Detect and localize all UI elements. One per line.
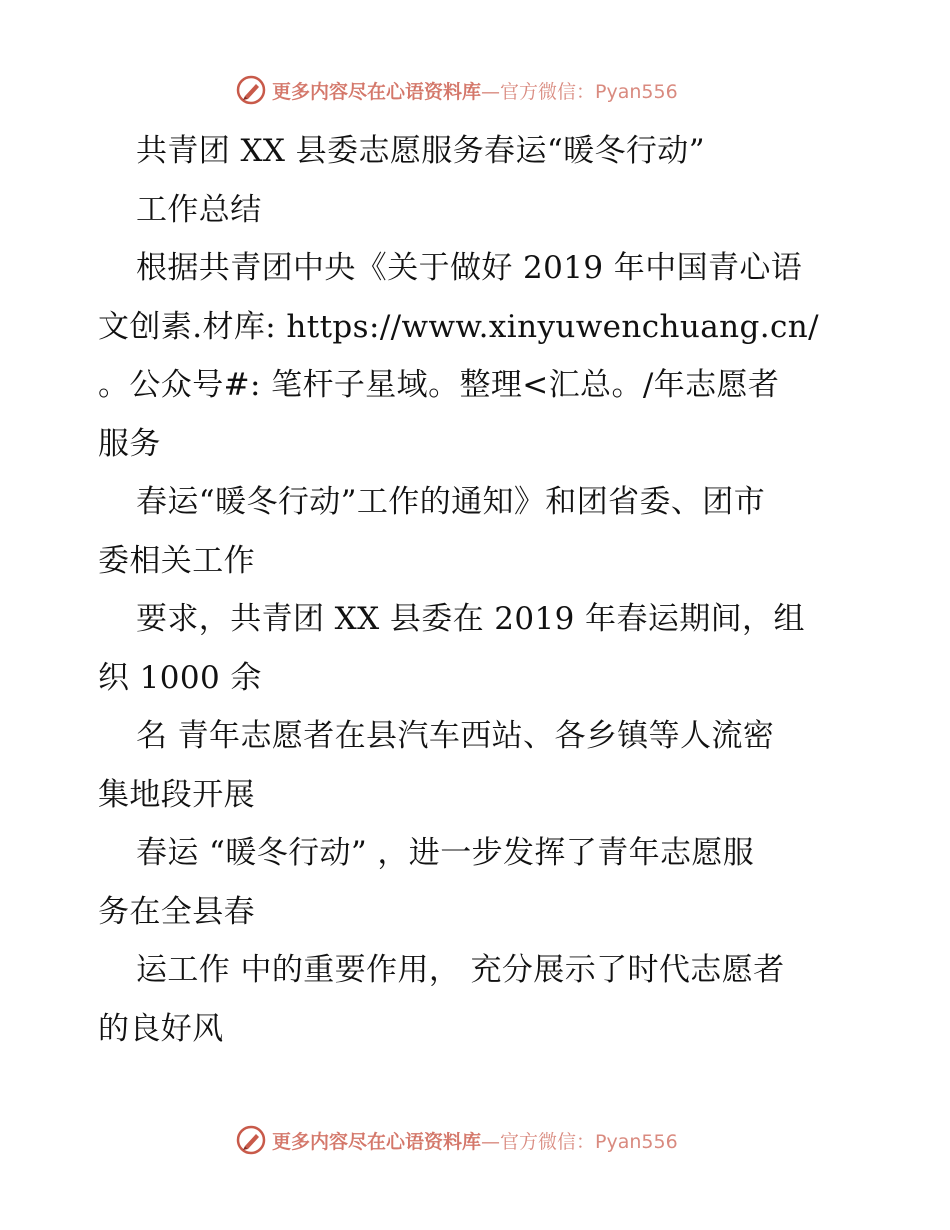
- footer-banner-tail: —官方微信：Pyan556: [481, 1130, 678, 1153]
- pen-logo-icon: [236, 75, 266, 105]
- document-line: 名 青年志愿者在县汽车西站、各乡镇等人流密: [136, 718, 775, 754]
- document-line: 春运“暖冬行动”工作的通知》和团省委、团市: [136, 484, 766, 520]
- document-line: 。公众号#: 笔杆子星域。整理<汇总。/年志愿者: [98, 367, 780, 403]
- footer-banner: [236, 1122, 678, 1158]
- document-line: 共青团 XX 县委志愿服务春运“暖冬行动”: [136, 133, 705, 169]
- document-line: 的良好风: [98, 1010, 224, 1047]
- document-line: 文创素.材库: https://www.xinyuwenchuang.cn/: [98, 308, 819, 345]
- footer-banner-main: 更多内容尽在心语资料库: [272, 1130, 482, 1153]
- document-body: [98, 122, 858, 1058]
- document-line: 根据共青团中央《关于做好 2019 年中国青心语: [136, 250, 803, 286]
- document-line: 要求，共青团 XX 县委在 2019 年春运期间，组: [136, 601, 805, 637]
- document-line: 集地段开展: [98, 776, 255, 813]
- document-line: 春运 “暖冬行动” ，进一步发挥了青年志愿服: [136, 835, 755, 871]
- document-line: 运工作 中的重要作用， 充分展示了时代志愿者: [136, 952, 785, 988]
- document-line: 服务: [98, 425, 161, 462]
- document-line: 委相关工作: [98, 542, 255, 579]
- header-banner: [236, 72, 678, 108]
- document-line: 工作总结: [136, 191, 262, 228]
- pen-logo-icon: [236, 1125, 266, 1155]
- header-banner-main: 更多内容尽在心语资料库: [272, 80, 482, 103]
- header-banner-tail: —官方微信：Pyan556: [481, 80, 678, 103]
- document-line: 织 1000 余: [98, 659, 262, 696]
- document-line: 务在全县春: [98, 893, 255, 930]
